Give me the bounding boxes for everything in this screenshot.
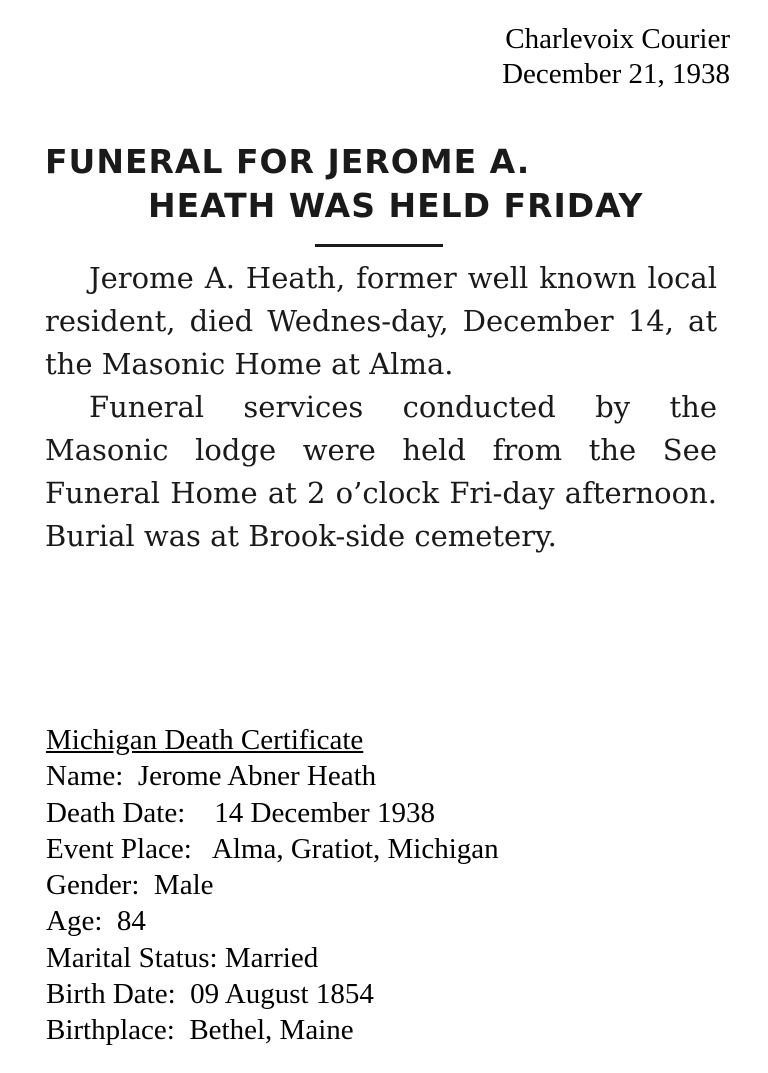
cert-label: Name:: [46, 760, 124, 793]
cert-label: Death Date:: [46, 796, 186, 829]
headline-divider: [315, 244, 443, 247]
certificate-title: Michigan Death Certificate: [46, 724, 364, 756]
source-citation: [502, 22, 730, 92]
publication-name: Charlevoix Courier: [505, 23, 730, 55]
cert-label: Marital Status:: [46, 941, 218, 974]
cert-value: 84: [116, 905, 146, 938]
cert-label: Birth Date:: [46, 978, 176, 1011]
publication-date: December 21, 1938: [502, 58, 730, 90]
newspaper-clipping: [45, 140, 717, 558]
headline-line-1: FUNERAL FOR JEROME A.: [45, 142, 531, 181]
cert-row-birthplace: [46, 1012, 499, 1048]
clipping-headline: [45, 140, 717, 228]
cert-value: 09 August 1854: [190, 978, 374, 1011]
cert-row-marital-status: [46, 940, 499, 976]
headline-line-2: HEATH WAS HELD FRIDAY: [148, 186, 644, 225]
cert-value: Bethel, Maine: [189, 1014, 354, 1047]
cert-value: 14 December 1938: [214, 796, 435, 829]
cert-label: Birthplace:: [46, 1014, 175, 1047]
cert-value: Jerome Abner Heath: [137, 760, 377, 793]
cert-row-birth-date: [46, 976, 499, 1012]
cert-row-gender: [46, 867, 499, 903]
cert-row-event-place: [46, 831, 499, 867]
cert-label: Gender:: [46, 869, 140, 902]
cert-label: Age:: [46, 905, 103, 938]
cert-row-age: [46, 903, 499, 939]
clipping-paragraph-1: Jerome A. Heath, former well known local resident, died Wednes-day, December 14, at the Masonic Home at Alma.: [45, 261, 717, 381]
cert-label: Event Place:: [46, 832, 192, 865]
clipping-body: [45, 257, 717, 558]
cert-value: Alma, Gratiot, Michigan: [211, 832, 499, 865]
cert-value: Married: [224, 941, 319, 974]
death-certificate-summary: [46, 722, 499, 1049]
clipping-paragraph-2: Funeral services conducted by the Masonic lodge were held from the See Funeral Home at 2 o’clock Fri-day afternoon. Burial was at Brook-side cemetery.: [45, 390, 717, 553]
cert-row-name: [46, 758, 499, 794]
cert-row-death-date: [46, 795, 499, 831]
cert-value: Male: [153, 869, 214, 902]
